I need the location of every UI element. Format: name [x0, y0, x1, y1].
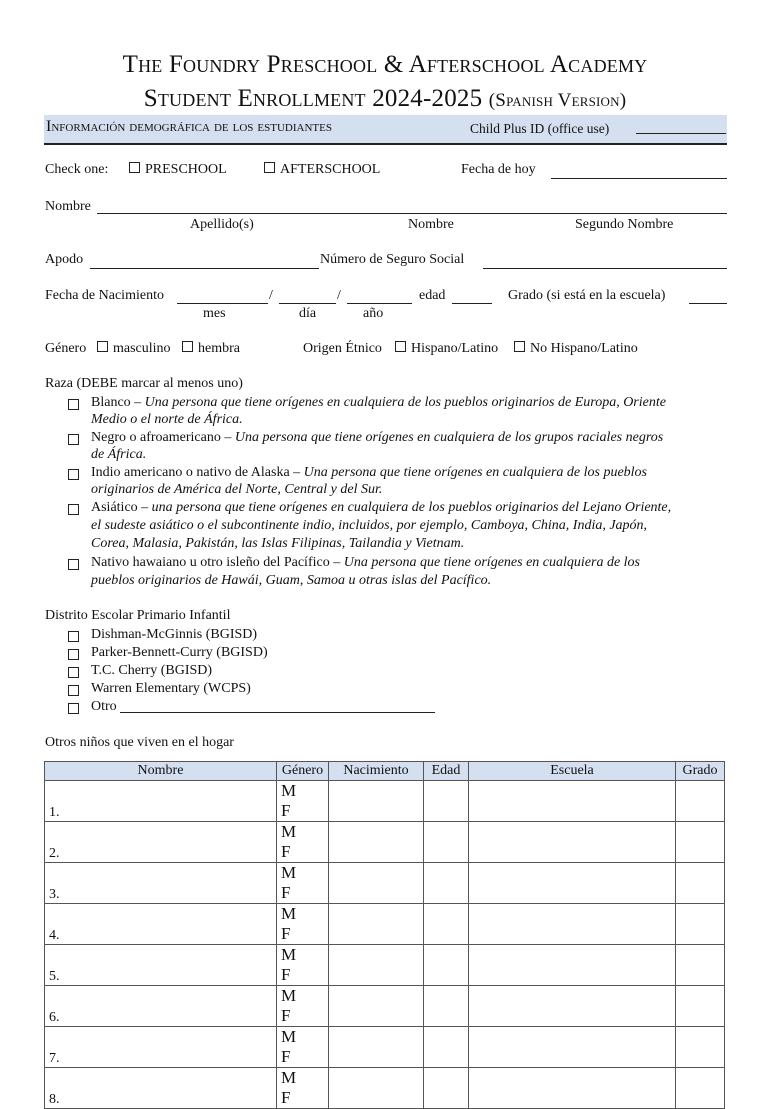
- table-row: [45, 945, 725, 986]
- row-school-cell[interactable]: [469, 822, 676, 863]
- column-header-name: Nombre: [45, 762, 277, 781]
- table-row: [45, 1068, 725, 1109]
- race-asian-line3: Corea, Malasia, Pakistán, las Islas Filipinas, Tailandia y Vietnam.: [91, 536, 465, 551]
- others-heading: Otros niños que viven en el hogar: [45, 735, 234, 750]
- district-checkbox[interactable]: [68, 703, 79, 714]
- ssn-label: Número de Seguro Social: [320, 252, 465, 267]
- program-option-afterschool[interactable]: AFTERSCHOOL: [264, 162, 380, 178]
- race-checkbox-pacific-islander[interactable]: [68, 559, 79, 570]
- district-checkbox[interactable]: [68, 667, 79, 678]
- row-school-cell[interactable]: [469, 986, 676, 1027]
- sublabel-month: mes: [203, 306, 226, 321]
- column-header-grade: Grado: [676, 762, 725, 781]
- row-gender-cell[interactable]: M F: [277, 1068, 329, 1109]
- subtitle-version: (Spanish Version): [488, 90, 627, 111]
- row-school-cell[interactable]: [469, 1027, 676, 1068]
- birth-day-field[interactable]: [279, 303, 336, 304]
- row-school-cell[interactable]: [469, 945, 676, 986]
- row-name-cell[interactable]: 5.: [45, 945, 277, 986]
- race-pacific-islander-line1: Nativo hawaiano u otro isleño del Pacífico – Una persona que tiene orígenes en cualquiera de los: [91, 555, 640, 570]
- column-header-birth: Nacimiento: [329, 762, 424, 781]
- race-native-american-line1: Indio americano o nativo de Alaska – Una persona que tiene orígenes en cualquiera de los pueblos: [91, 465, 647, 480]
- district-item-other: Otro: [91, 699, 117, 714]
- row-grade-cell[interactable]: [676, 863, 725, 904]
- form-title: The Foundry Preschool & Afterschool Academy: [122, 51, 648, 78]
- column-header-age: Edad: [424, 762, 469, 781]
- name-label: Nombre: [45, 199, 91, 214]
- race-checkbox-native-american[interactable]: [68, 469, 79, 480]
- table-row: [45, 822, 725, 863]
- column-header-gender: Género: [277, 762, 329, 781]
- gender-option-female[interactable]: hembra: [182, 341, 240, 357]
- section-title: Información demográfica de los estudiantes: [46, 118, 332, 135]
- row-name-cell[interactable]: 2.: [45, 822, 277, 863]
- row-gender-cell[interactable]: M F: [277, 945, 329, 986]
- row-gender-cell[interactable]: M F: [277, 863, 329, 904]
- gender-option-male[interactable]: masculino: [97, 341, 171, 357]
- row-grade-cell[interactable]: [676, 986, 725, 1027]
- race-pacific-islander-line2: pueblos originarios de Hawái, Guam, Samoa u otras islas del Pacífico.: [91, 573, 492, 588]
- row-age-cell[interactable]: [424, 945, 469, 986]
- race-checkbox-black[interactable]: [68, 434, 79, 445]
- nickname-field[interactable]: [90, 268, 319, 269]
- date-separator: /: [337, 288, 341, 303]
- race-white-line1: Blanco – Una persona que tiene orígenes en cualquiera de los pueblos originarios de Europa, Oriente: [91, 395, 666, 410]
- checkbox-icon[interactable]: [129, 162, 140, 173]
- row-name-cell[interactable]: 3.: [45, 863, 277, 904]
- sublabel-last-name: Apellido(s): [190, 217, 254, 232]
- row-age-cell[interactable]: [424, 781, 469, 822]
- row-birth-cell[interactable]: [329, 781, 424, 822]
- table-header-row: [45, 762, 725, 781]
- district-item: Warren Elementary (WCPS): [91, 681, 251, 696]
- form-subtitle: [0, 84, 770, 116]
- district-item: Dishman-McGinnis (BGISD): [91, 627, 258, 642]
- birth-year-field[interactable]: [347, 303, 412, 304]
- race-heading: Raza (DEBE marcar al menos uno): [45, 376, 243, 391]
- district-other-field[interactable]: [120, 712, 435, 713]
- row-gender-cell[interactable]: M F: [277, 822, 329, 863]
- row-age-cell[interactable]: [424, 986, 469, 1027]
- row-age-cell[interactable]: [424, 822, 469, 863]
- row-grade-cell[interactable]: [676, 822, 725, 863]
- table-row: [45, 986, 725, 1027]
- row-age-cell[interactable]: [424, 904, 469, 945]
- row-name-cell[interactable]: 1.: [45, 781, 277, 822]
- row-gender-cell[interactable]: M F: [277, 781, 329, 822]
- row-birth-cell[interactable]: [329, 986, 424, 1027]
- district-checkbox[interactable]: [68, 631, 79, 642]
- row-grade-cell[interactable]: [676, 904, 725, 945]
- row-grade-cell[interactable]: [676, 945, 725, 986]
- row-school-cell[interactable]: [469, 1068, 676, 1109]
- todays-date-label: Fecha de hoy: [461, 162, 536, 177]
- district-checkbox[interactable]: [68, 649, 79, 660]
- nickname-label: Apodo: [45, 252, 84, 267]
- row-age-cell[interactable]: [424, 863, 469, 904]
- sublabel-year: año: [363, 306, 384, 321]
- row-age-cell[interactable]: [424, 1027, 469, 1068]
- row-birth-cell[interactable]: [329, 863, 424, 904]
- row-birth-cell[interactable]: [329, 1068, 424, 1109]
- district-heading: Distrito Escolar Primario Infantil: [45, 608, 231, 623]
- row-name-cell[interactable]: 8.: [45, 1068, 277, 1109]
- age-field[interactable]: [452, 303, 492, 304]
- subtitle-main: Student Enrollment 2024-2025: [143, 85, 483, 112]
- row-school-cell[interactable]: [469, 781, 676, 822]
- checkbox-icon[interactable]: [97, 341, 108, 352]
- birth-month-field[interactable]: [177, 303, 268, 304]
- race-asian-line2: el sudeste asiático o el subcontinente indio, incluidos, por ejemplo, Camboya, China, India, Japón,: [91, 518, 648, 533]
- checkbox-icon[interactable]: [395, 341, 406, 352]
- ethnic-option-non-hispanic[interactable]: No Hispano/Latino: [514, 341, 638, 357]
- program-label: Check one:: [45, 162, 109, 177]
- race-checkbox-asian[interactable]: [68, 504, 79, 515]
- row-gender-cell[interactable]: M F: [277, 986, 329, 1027]
- row-grade-cell[interactable]: [676, 1068, 725, 1109]
- checkbox-icon[interactable]: [182, 341, 193, 352]
- checkbox-icon[interactable]: [264, 162, 275, 173]
- birthdate-label: Fecha de Nacimiento: [45, 288, 164, 303]
- table-row: [45, 863, 725, 904]
- row-name-cell[interactable]: 4.: [45, 904, 277, 945]
- district-item: Parker-Bennett-Curry (BGISD): [91, 645, 268, 660]
- child-plus-field[interactable]: [636, 133, 726, 134]
- district-checkbox[interactable]: [68, 685, 79, 696]
- ssn-field[interactable]: [483, 268, 727, 269]
- row-birth-cell[interactable]: [329, 822, 424, 863]
- table-row: [45, 781, 725, 822]
- program-option-preschool[interactable]: PRESCHOOL: [129, 162, 227, 178]
- sublabel-day: día: [299, 306, 317, 321]
- row-age-cell[interactable]: [424, 1068, 469, 1109]
- row-school-cell[interactable]: [469, 863, 676, 904]
- table-row: [45, 904, 725, 945]
- grade-label: Grado (si está en la escuela): [508, 288, 666, 303]
- row-school-cell[interactable]: [469, 904, 676, 945]
- row-grade-cell[interactable]: [676, 1027, 725, 1068]
- sublabel-middle-name: Segundo Nombre: [575, 217, 674, 232]
- row-gender-cell[interactable]: M F: [277, 904, 329, 945]
- race-checkbox-white[interactable]: [68, 399, 79, 410]
- row-grade-cell[interactable]: [676, 781, 725, 822]
- child-plus-label: Child Plus ID (office use): [470, 121, 610, 136]
- column-header-school: Escuela: [469, 762, 676, 781]
- ethnic-origin-label: Origen Étnico: [303, 341, 382, 356]
- ethnic-option-hispanic[interactable]: Hispano/Latino: [395, 341, 498, 357]
- race-black-line1: Negro o afroamericano – Una persona que tiene orígenes en cualquiera de los grupos raciales negros: [91, 430, 664, 445]
- date-separator: /: [269, 288, 273, 303]
- row-name-cell[interactable]: 7.: [45, 1027, 277, 1068]
- checkbox-icon[interactable]: [514, 341, 525, 352]
- race-asian-line1: Asiático – una persona que tiene orígenes en cualquiera de los pueblos originarios del Lejano Oriente,: [91, 500, 672, 515]
- row-birth-cell[interactable]: [329, 1027, 424, 1068]
- grade-field[interactable]: [689, 303, 727, 304]
- race-native-american-line2: originarios de América del Norte, Central y del Sur.: [91, 482, 383, 497]
- row-name-cell[interactable]: 6.: [45, 986, 277, 1027]
- gender-label: Género: [45, 341, 87, 356]
- household-children-table: [44, 761, 725, 1109]
- todays-date-field[interactable]: [551, 178, 727, 179]
- sublabel-first-name: Nombre: [408, 217, 454, 232]
- district-item: T.C. Cherry (BGISD): [91, 663, 213, 678]
- name-field[interactable]: [97, 213, 727, 214]
- race-white-line2: Medio o el norte de África.: [91, 412, 243, 427]
- age-label: edad: [419, 288, 446, 303]
- race-black-line2: de África.: [91, 447, 147, 462]
- row-birth-cell[interactable]: [329, 904, 424, 945]
- row-birth-cell[interactable]: [329, 945, 424, 986]
- row-gender-cell[interactable]: M F: [277, 1027, 329, 1068]
- table-row: [45, 1027, 725, 1068]
